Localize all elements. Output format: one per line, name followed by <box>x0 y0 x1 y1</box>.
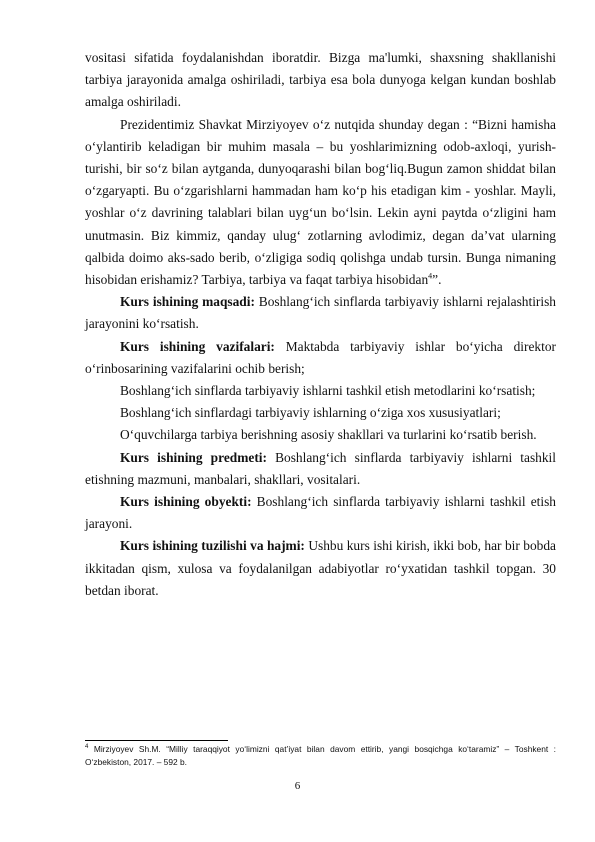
tasks-label: Kurs ishining vazifalari: <box>120 338 275 354</box>
page-body <box>85 47 556 602</box>
footnote-reference[interactable]: 4 <box>428 271 433 281</box>
tasks-text: Maktabda tarbiyaviy ishlar bo‘yicha direktor o‘rinbosarining vazifalarini ochib berish; <box>85 338 556 376</box>
paragraph-task-features: Boshlang‘ich sinflardagi tarbiyaviy ishlarning o‘ziga xos xususiyatlari; <box>120 405 501 421</box>
footnote-text: Mirziyoyev Sh.M. “Milliy taraqqiyot yo‘limizni qat’iyat bilan davom ettirib, yangi bosqichga ko‘taramiz” – Toshkent : O‘zbekiston, 2017. – 592 b. <box>85 744 556 767</box>
subject-text: Boshlang‘ich sinflarda tarbiyaviy ishlarni tashkil etishning mazmuni, manbalari, shakllari, vositalari. <box>85 449 556 487</box>
paragraph-structure <box>85 535 556 602</box>
quote-text: Prezidentimiz Shavkat Mirziyoyev o‘z nutqida shunday degan : “Bizni hamisha o‘ylantirib keladigan bir muhim masala – bu yoshlarimizning odob-axloqi, yurish-turishi, bir so‘z bilan aytganda, dunyoqarashi bilan bog‘liq.Bugun zamon shiddat bilan o‘zgaryapti. Bu o‘zgarishlarni hammadan ham ko‘p his etadigan kim - yoshlar. Mayli, yoshlar o‘z davrining talablari bilan uyg‘un bo‘lsin. Lekin ayni paytda o‘zligini ham unutmasin. Biz kimmiz, qanday ulug‘ zotlarning avlodimiz, degan da’vat ularning qalbida doimo aks-sado berib, o‘zligiga sodiq qolishga undab tursin. Bunga nimaning hisobidan erishamiz? Tarbiya, tarbiya va faqat tarbiya hisobidan <box>85 116 556 288</box>
footnote-marker: 4 <box>85 744 89 751</box>
paragraph-goal <box>85 291 556 335</box>
goal-text: Boshlang‘ich sinflarda tarbiyaviy ishlarni rejalashtirish jarayonini ko‘rsatish. <box>85 294 557 332</box>
paragraph-task-methods: Boshlang‘ich sinflarda tarbiyaviy ishlarni tashkil etish metodlarini ko‘rsatish; <box>120 383 536 399</box>
footnote-divider <box>85 740 228 741</box>
paragraph-object <box>85 491 556 535</box>
quote-end: ”. <box>432 272 442 288</box>
paragraph-intro: vositasi sifatida foydalanishdan iboratdir. Bizga ma'lumki, shaxsning shakllanishi tarbiya jarayonida amalga oshiriladi, tarbiya esa bola dunyoga kelgan kundan boshlab amalga oshiriladi. <box>85 50 556 110</box>
object-text: Boshlang‘ich sinflarda tarbiyaviy ishlarni tashkil etish jarayoni. <box>85 494 556 532</box>
paragraph-subject <box>85 447 556 491</box>
structure-text: Ushbu kurs ishi kirish, ikki bob, har bir bobda ikkitadan qism, xulosa va foydalanilgan adabiyotlar ro‘yxatidan tashkil topgan. 30 betdan iborat. <box>85 538 556 598</box>
goal-label: Kurs ishining maqsadi: <box>120 294 255 310</box>
paragraph-president-quote <box>85 114 556 292</box>
paragraph-task-forms: O‘quvchilarga tarbiya berishning asosiy shakllari va turlarini ko‘rsatib berish. <box>120 427 537 443</box>
page-number: 6 <box>294 780 301 792</box>
structure-label: Kurs ishining tuzilishi va hajmi: <box>120 538 305 554</box>
paragraph-tasks <box>85 336 556 380</box>
footnote <box>85 743 556 769</box>
subject-label: Kurs ishining predmeti: <box>120 449 267 465</box>
object-label: Kurs ishining obyekti: <box>120 494 252 510</box>
